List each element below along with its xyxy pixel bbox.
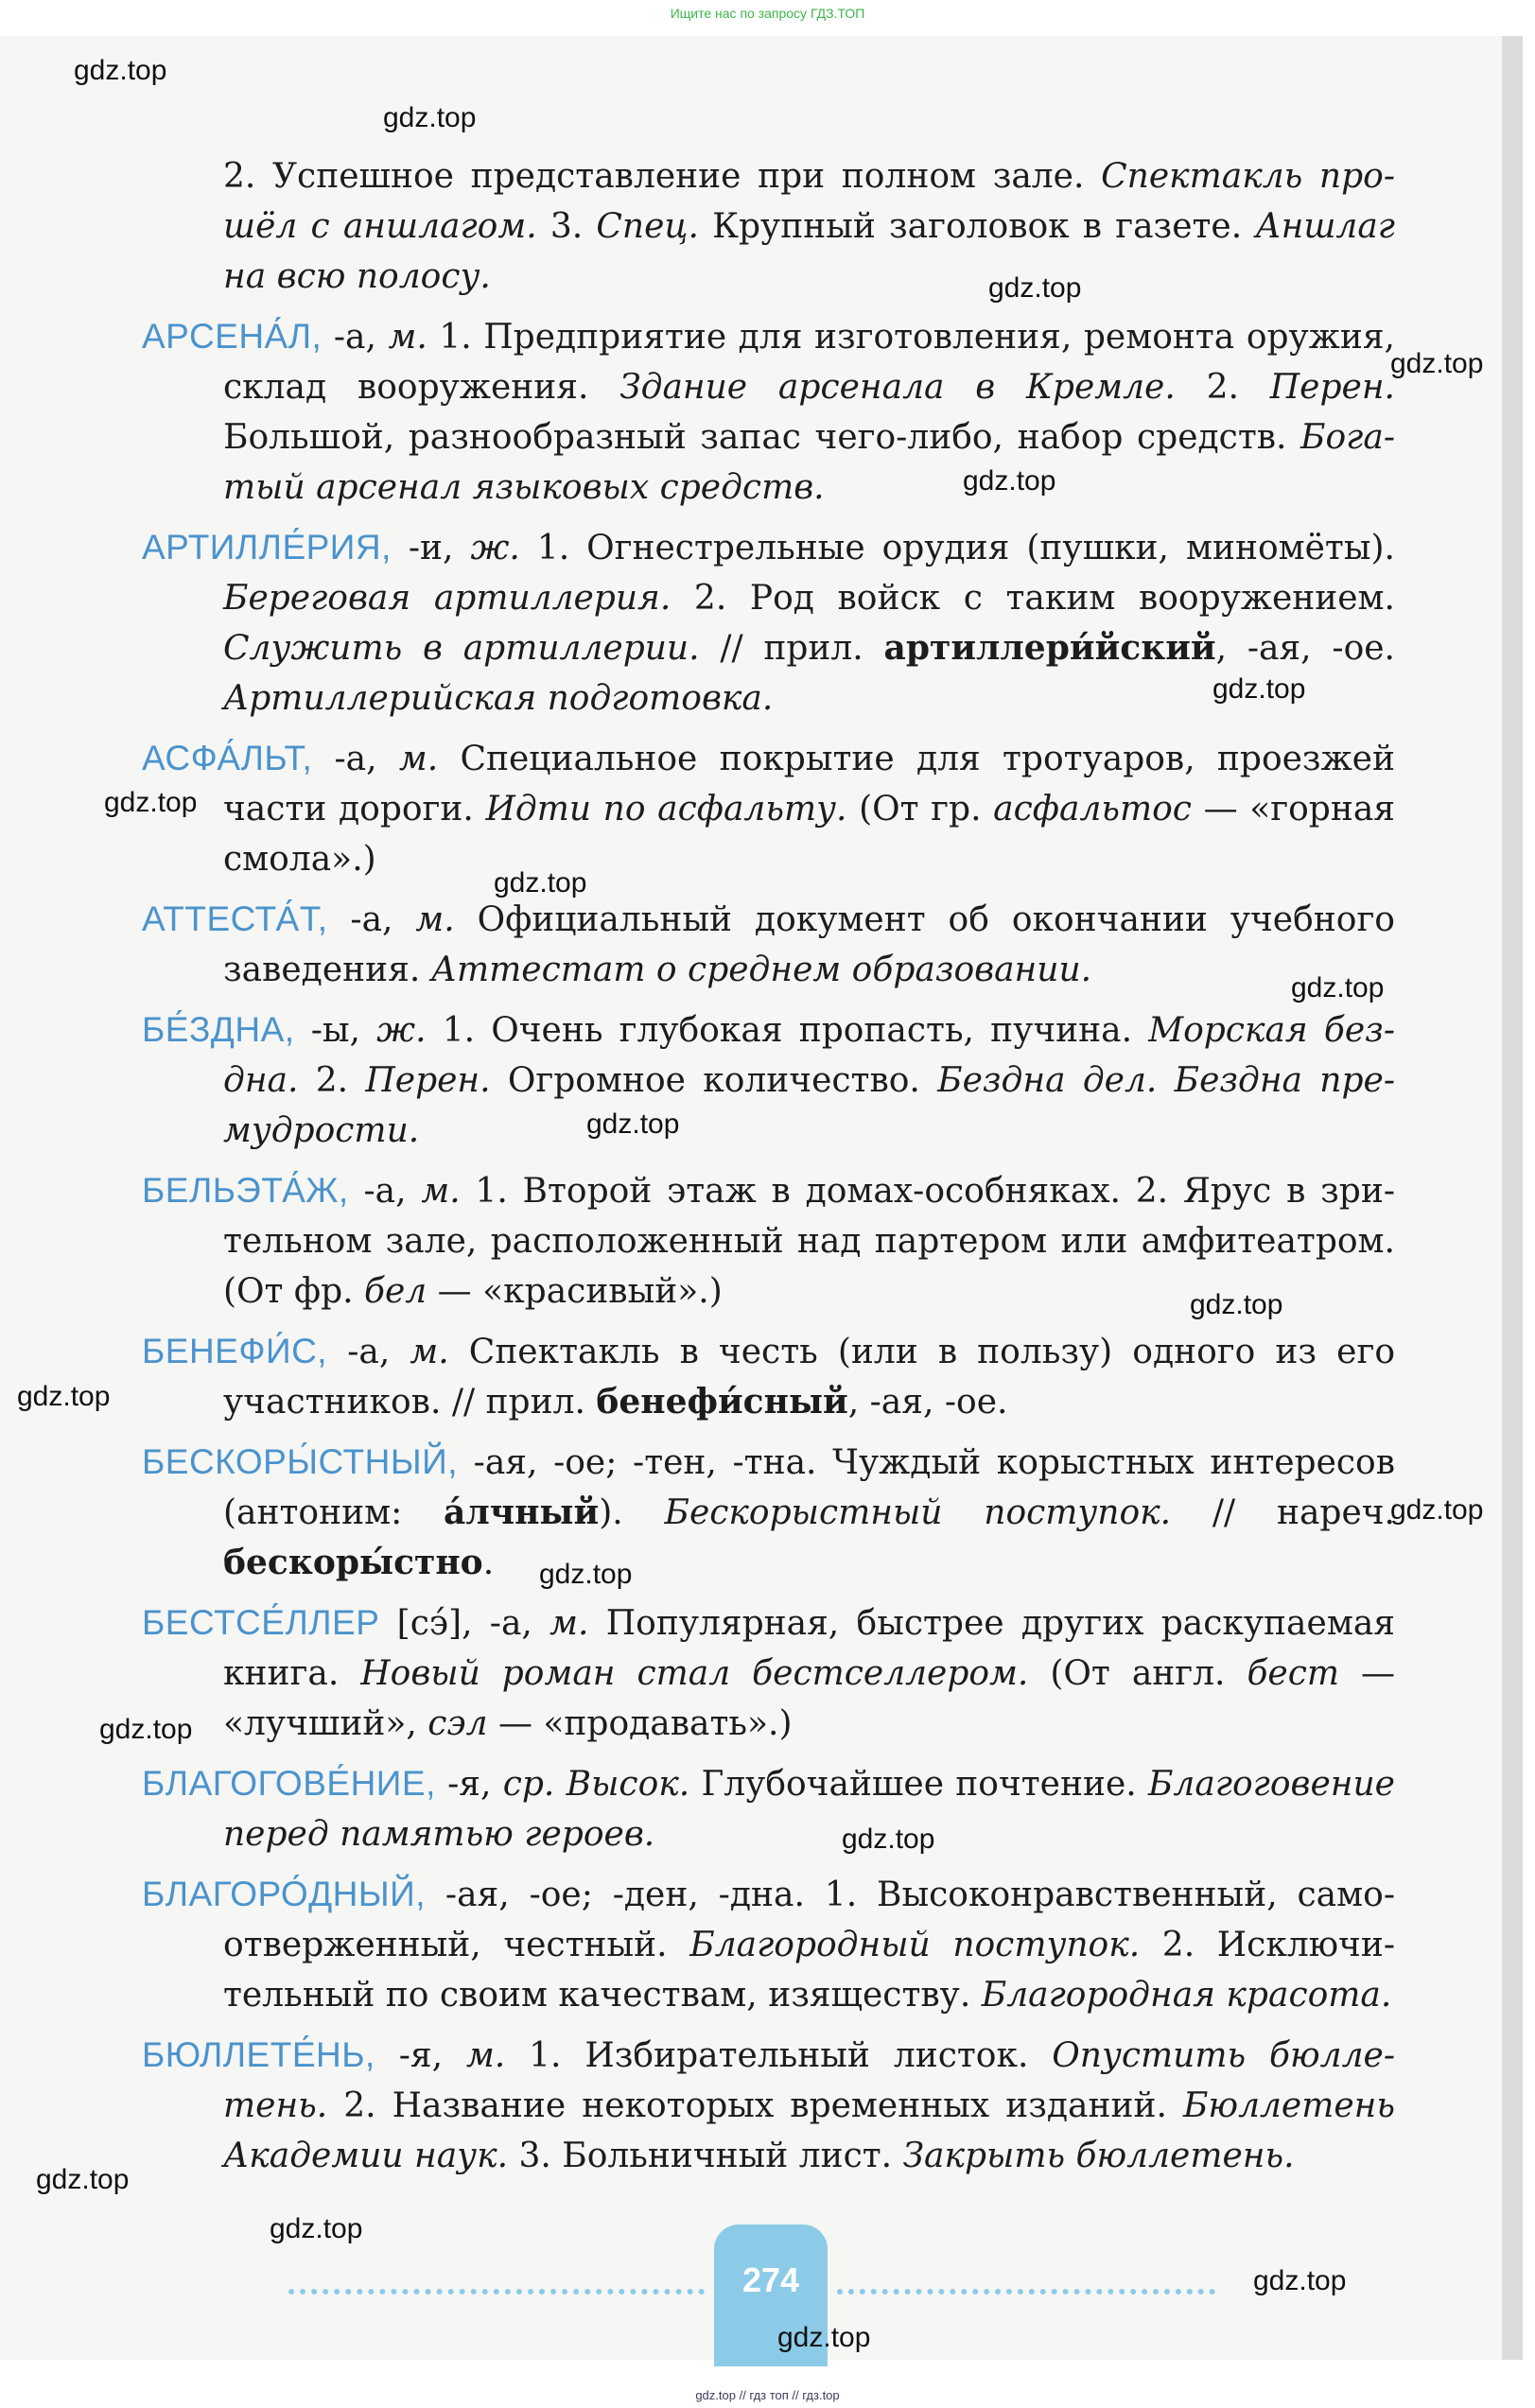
watermark: gdz.top (1291, 972, 1385, 1003)
top-banner: Ищите нас по запросу ГДЗ.ТОП (670, 6, 865, 21)
entry-continuation: 2. Успешное представление при полном зале. Спектакль прошёл с аншлагом. 3. Спец. Крупный заголовок в газете. Аншлаг на всю полосу. (223, 157, 1396, 296)
headword: АРТИЛЛЕ́РИЯ, (142, 528, 392, 567)
headword: БЕЛЬЭТА́Ж, (142, 1171, 349, 1210)
watermark: gdz.top (270, 2213, 363, 2244)
watermark: gdz.top (104, 787, 198, 818)
entry-attestat: АТТЕСТА́Т, -а, м. Официальный документ об окончании учебного заведения. Аттестат о среднем образовании. (142, 899, 1395, 989)
watermark: gdz.top (1212, 673, 1306, 705)
headword: БЕСТСЕ́ЛЛЕР (142, 1603, 380, 1642)
watermark: gdz.top (539, 1559, 633, 1590)
watermark: gdz.top (777, 2322, 871, 2353)
watermark: gdz.top (383, 102, 477, 133)
footer-dots-right (837, 2289, 1215, 2295)
watermark: gdz.top (1190, 1289, 1283, 1320)
watermark: gdz.top (74, 55, 167, 86)
entry-beskorystny: БЕСКОРЫ́СТНЫЙ, -ая, -ое; -тен, -тна. Чуждый корыстных интересов (антоним: а́лчный). Бескорыстный поступок. // нареч. бескоры́стно. (142, 1442, 1395, 1582)
bottom-bar: gdz.top // гдз топ // гдз.top (695, 2388, 840, 2402)
headword: БЛАГОРО́ДНЫЙ, (142, 1875, 427, 1913)
entry-byulleten: БЮЛЛЕТЕ́НЬ, -я, м. 1. Избирательный листок. Опустить бюллетень. 2. Название некоторых временных изданий. Бюллетень Академии наук. 3. Больничный лист. Закрыть бюллетень. (142, 2035, 1395, 2175)
watermark: gdz.top (586, 1108, 680, 1140)
watermark: gdz.top (1390, 348, 1484, 379)
headword: БЕ́ЗДНА, (142, 1010, 295, 1049)
entry-arsenal: АРСЕНА́Л, -а, м. 1. Предприятие для изготовления, ремонта оружия, склад вооружения. Здание арсенала в Кремле. 2. Перен. Большой, разнообразный запас чего-либо, набор средств. Богатый арсенал языковых средств. (142, 317, 1395, 507)
entry-artilleriya: АРТИЛЛЕ́РИЯ, -и, ж. 1. Огнестрельные орудия (пушки, миномёты). Береговая артиллерия. 2. Род войск с таким вооружением. Служить в артиллерии. // прил. артиллери́йский, -ая, -ое. Артиллерийская подготовка. (142, 528, 1395, 718)
headword: БЕНЕФИ́С, (142, 1332, 328, 1370)
watermark: gdz.top (963, 465, 1056, 497)
watermark: gdz.top (17, 1381, 111, 1412)
page-number: 274 (741, 2260, 800, 2299)
headword: АТТЕСТА́Т, (142, 899, 328, 938)
watermark: gdz.top (36, 2164, 130, 2195)
entry-benefis: БЕНЕФИ́С, -а, м. Спектакль в честь (или в пользу) одного из его участников. // прил. бенефи́сный, -ая, -ое. (142, 1332, 1395, 1422)
headword: АРСЕНА́Л, (142, 317, 323, 356)
entry-bestseller: БЕСТСЕ́ЛЛЕР [сэ́], -а, м. Популярная, быстрее других раскупаемая книга. Новый роман стал бестселлером. (От англ. бест — «лучший», сэл — «продавать».) (142, 1603, 1396, 1743)
dictionary-text (142, 151, 1395, 2190)
entry-blagorodny: БЛАГОРО́ДНЫЙ, -ая, -ое; -ден, -дна. 1. Высоконравственный, самоотверженный, честный. Благородный поступок. 2. Исключительный по своим качествам, изяществу. Благородная красота. (142, 1875, 1396, 2015)
headword: АСФА́ЛЬТ, (142, 739, 313, 777)
watermark: gdz.top (1253, 2265, 1347, 2296)
watermark: gdz.top (1390, 1494, 1484, 1526)
watermark: gdz.top (99, 1714, 193, 1745)
entry-bezdna: БЕ́ЗДНА, -ы, ж. 1. Очень глубокая пропасть, пучина. Морская бездна. 2. Перен. Огромное количество. Бездна дел. Бездна премудрости. (142, 1010, 1396, 1150)
watermark: gdz.top (842, 1823, 935, 1855)
footer-dots-left (288, 2289, 705, 2295)
entry-blagogovenie: БЛАГОГОВЕ́НИЕ, -я, ср. Высок. Глубочайшее почтение. Благоговение перед памятью героев. (142, 1764, 1395, 1854)
headword: БЮЛЛЕТЕ́НЬ, (142, 2035, 375, 2074)
watermark: gdz.top (494, 867, 587, 899)
entry-beletazh: БЕЛЬЭТА́Ж, -а, м. 1. Второй этаж в домах-особняках. 2. Ярус в зрительном зале, расположенный над партером или амфитеатром. (От фр. бел — «красивый».) (142, 1171, 1395, 1311)
headword: БЛАГОГОВЕ́НИЕ, (142, 1764, 436, 1803)
watermark: gdz.top (988, 272, 1082, 304)
headword: БЕСКОРЫ́СТНЫЙ, (142, 1442, 458, 1481)
entry-asfalt: АСФА́ЛЬТ, -а, м. Специальное покрытие для тротуаров, проезжей части дороги. Идти по асфальту. (От гр. асфальтос — «горная смола».) (142, 739, 1395, 879)
